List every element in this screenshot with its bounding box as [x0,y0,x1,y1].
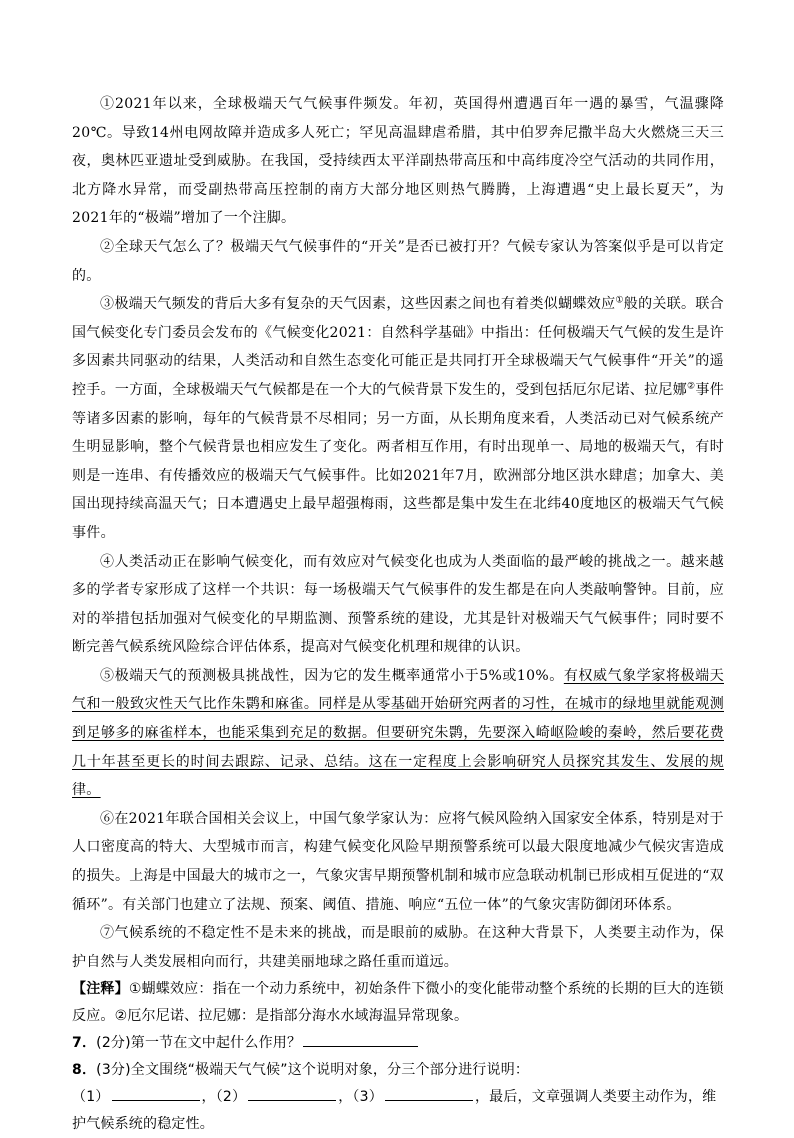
footnote-marker-2: ② [687,381,696,392]
paragraph-5-part-a: ⑤极端天气的预测极具挑战性，因为它的发生概率通常小于5%或10%。 [100,667,564,684]
annotation-label: 【注释】 [72,981,129,998]
paragraph-3 [72,290,724,547]
answer-blank-3[interactable] [385,1086,473,1101]
underlined-sentence: 有权威气象学家将极端天气和一般致灾性天气比作朱鹮和麻雀。同样是从零基础开始研究两者的习性，在城市的绿地里就能观测到足够多的麻雀样本，也能采集到充足的数据。但要研究朱鹮，先要深入崎岖险峻的秦岭，然后要花费几十年甚至更长的时间去跟踪、记录、总结。这在一定程度上会影响研究人员探究其发生、发展的规律。 [72,667,724,799]
blank-label-1: （1） [72,1089,110,1106]
paragraph-3-part-c: 事件等诸多因素的影响，每年的气候背景不尽相同；另一方面，从长期角度来看，人类活动已对气候系统产生明显影响，整个气候背景也相应发生了变化。两者相互作用，有时出现单一、局地的极端天气，有时则是一连串、有传播效应的极端天气气候事件。比如2021年7月，欧洲部分地区洪水肆虐；加拿大、美国出现持续高温天气；日本遭遇史上最早超强梅雨，这些都是集中发生在北纬40度地区的极端天气气候事件。 [72,381,724,541]
question-8-tail: ，最后，文章强调人类要主动作为，维护气候系统的稳定性。 [72,1089,717,1133]
paragraph-1: ①2021年以来，全球极端天气气候事件频发。年初，英国得州遭遇百年一遇的暴雪，气温骤降20℃。导致14州电网故障并造成多人死亡；罕见高温肆虐希腊，其中伯罗奔尼撒半岛大火燃烧三天三夜，奥林匹亚遗址受到威胁。在我国，受持续西太平洋副热带高压和中高纬度冷空气活动的共同作用，北方降水异常，而受副热带高压控制的南方大部分地区则热气腾腾，上海遭遇“史上最长夏天”，为2021年的“极端”增加了一个注脚。 [72,96,724,227]
question-7 [72,1030,724,1057]
question-8-text: (3分)全文围绕“极端天气气候”这个说明对象，分三个部分进行说明： [96,1062,530,1079]
question-7-number: 7． [72,1035,97,1052]
question-7-text: (2分)第一节在文中起什么作用？ [96,1035,302,1052]
annotation-text: ①蝴蝶效应：指在一个动力系统中，初始条件下微小的变化能带动整个系统的长期的巨大的连锁反应。②厄尔尼诺、拉尼娜：是指部分海水水域海温异常现象。 [72,981,724,1025]
answer-blank-1[interactable] [112,1086,200,1101]
paragraph-3-part-b: 般的关联。联合国气候变化专门委员会发布的《气候变化2021：自然科学基础》中指出：任何极端天气气候的发生是许多因素共同驱动的结果，人类活动和自然生态变化可能正是共同打开全球极端天气气候事件“开关”的遥控手。一方面，全球极端天气气候都是在一个大的气候背景下发生的，受到包括厄尔尼诺、拉尼娜 [72,296,724,398]
reading-passage [72,90,724,1138]
paragraph-7: ⑦气候系统的不稳定性不是未来的挑战，而是眼前的威胁。在这种大背景下，人类要主动作为，保护自然与人类发展相向而行，共建美丽地球之路任重而道远。 [72,925,724,970]
blank-label-2: ，（2） [201,1089,247,1106]
question-8-blanks [72,1084,724,1138]
annotation-note [72,976,724,1030]
paragraph-2: ②全球天气怎么了？极端天气气候事件的“开关”是否已被打开？气候专家认为答案似乎是可以肯定的。 [72,238,724,284]
footnote-marker-1: ① [615,295,624,306]
answer-blank-2[interactable] [248,1086,336,1101]
paragraph-3-part-a: ③极端天气频发的背后大多有复杂的天气因素，这些因素之间也有着类似蝴蝶效应 [100,296,616,313]
paragraph-5 [72,662,724,805]
blank-label-3: ，（3） [338,1089,383,1106]
question-8-number: 8． [72,1062,97,1079]
question-8 [72,1057,724,1084]
answer-blank-q7[interactable] [303,1032,418,1047]
paragraph-4: ④人类活动正在影响气候变化，而有效应对气候变化也成为人类面临的最严峻的挑战之一。越来越多的学者专家形成了这样一个共识：每一场极端天气气候事件的发生都是在向人类敲响警钟。目前，应对的举措包括加强对气候变化的早期监测、预警系统的建设，尤其是针对极端天气气候事件；同时要不断完善气候系统风险综合评估体系，提高对气候变化机理和规律的认识。 [72,553,724,656]
paragraph-6: ⑥在2021年联合国相关会议上，中国气象学家认为：应将气候风险纳入国家安全体系，特别是对于人口密度高的特大、大型城市而言，构建气候变化风险早期预警系统可以最大限度地减少气候灾害造成的损失。上海是中国最大的城市之一，气象灾害早期预警机制和城市应急联动机制已形成相互促进的“双循环”。有关部门也建立了法规、预案、阈值、措施、响应“五位一体”的气象灾害防御闭环体系。 [72,810,724,913]
